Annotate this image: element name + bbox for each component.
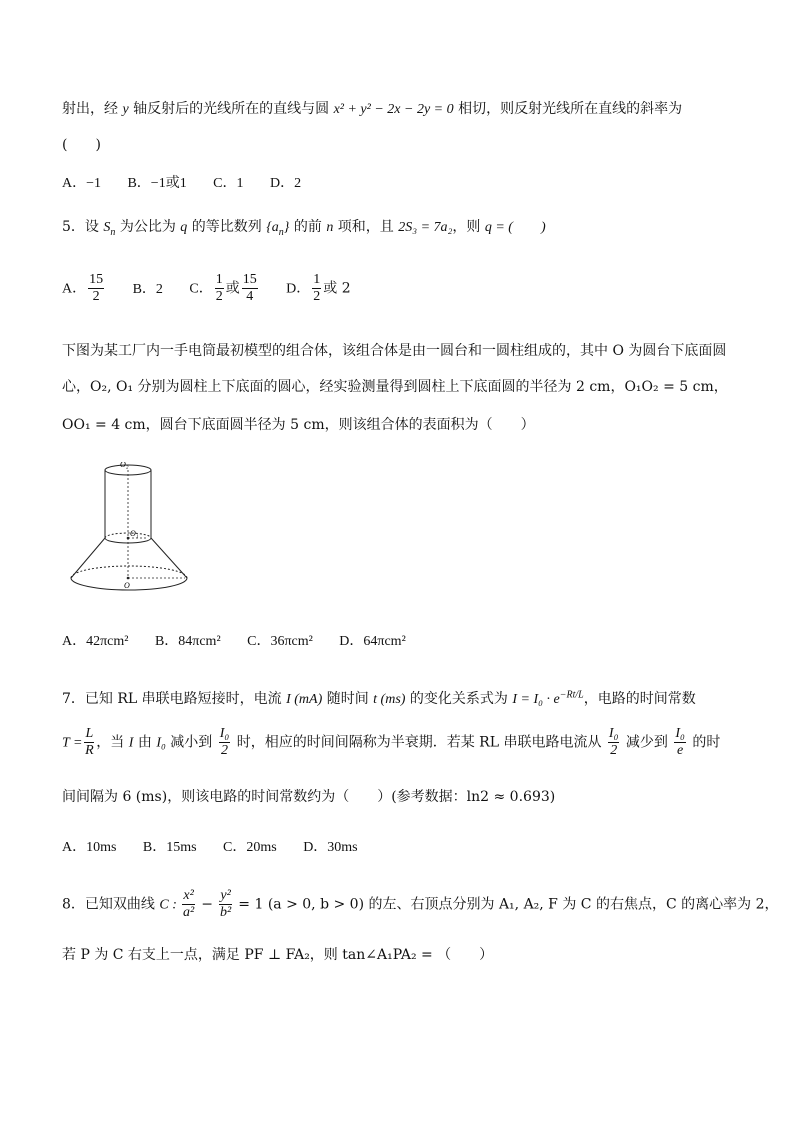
q6-stem-line2: 心，O₂, O₁ 分别为圆柱上下底面的圆心，经实验测量得到圆柱上下底面圆的半径为 2 cm，O₁O₂ = 5 cm，: [62, 379, 728, 395]
q7-text-2e: 减少到: [621, 734, 673, 751]
q5-option-d: [286, 272, 350, 305]
q7-T-eq: T =: [62, 735, 83, 751]
q4-options: [62, 172, 323, 192]
q5-option-a-label: A．: [62, 281, 87, 297]
q8-a2: a²: [182, 905, 195, 920]
q4-stem-text-c: 相切，则反射光线所在直线的斜率为: [453, 101, 683, 117]
q6-option-d: D．64πcm²: [339, 634, 406, 649]
q8-minus: −: [196, 896, 218, 913]
q8-curve-name: C :: [159, 897, 181, 913]
q7-line1: [62, 688, 696, 708]
q7-text-2a: ，当: [96, 734, 129, 751]
q5-option-a-den: 2: [92, 289, 100, 304]
q7-formula-base: I = I₀ · e: [512, 692, 560, 707]
q5-options: [62, 272, 373, 305]
q5-text-f: ，则: [452, 219, 485, 235]
q5-option-d-num: 1: [313, 272, 321, 287]
label-O1: O₁: [130, 529, 139, 538]
q5-option-c: [189, 272, 259, 305]
q7-I0: I₀: [156, 735, 166, 751]
q7-half-fraction-1: [219, 726, 231, 759]
q8-y2: y²: [220, 888, 231, 903]
q7-option-a: A．10ms: [62, 840, 117, 855]
q5-q: q: [180, 220, 188, 235]
q7-option-b: B．15ms: [142, 840, 197, 855]
q4-option-a: A．−1: [62, 176, 102, 191]
q8-b2: b²: [220, 905, 232, 920]
q4-stem: [62, 98, 682, 118]
q5-an-close: }: [283, 220, 290, 235]
q5-option-a: [62, 272, 106, 305]
q4-answer-blank: ( ): [62, 137, 101, 153]
q7-time: t (ms): [373, 692, 406, 707]
q5-option-b: B．2: [132, 281, 163, 297]
q4-stem-text-a: 射出，经: [62, 101, 123, 117]
q7-half-fraction-2: [608, 726, 620, 759]
q7-half-num-2: I₀: [608, 726, 619, 741]
q5-option-c-den2: 4: [246, 289, 254, 304]
q8-line1: [62, 888, 778, 921]
q5-stem: [62, 216, 546, 238]
q4-y-var: y: [122, 102, 129, 117]
q5-option-a-num: 15: [89, 272, 104, 287]
q5-option-a-fraction: [88, 272, 104, 305]
q5-option-d-den: 2: [313, 289, 321, 304]
q6-stem-line1: 下图为某工厂内一手电筒最初模型的组合体，该组合体是由一圆台和一圆柱组成的，其中 O 为圆台下底面圆: [62, 343, 727, 359]
q5-option-d-frac: [312, 272, 321, 305]
q6-stem-line3: OO₁ = 4 cm，圆台下底面圆半径为 5 cm，则该组合体的表面积为（ ）: [62, 417, 535, 433]
q4-circle-equation: x² + y² − 2x − 2y = 0: [333, 102, 454, 117]
q5-ask: q = ( ): [484, 220, 546, 235]
q7-text-a: 7．已知 RL 串联电路短接时，电流: [62, 691, 287, 707]
q7-options: [62, 836, 380, 856]
q5-text-c: 的等比数列: [187, 219, 267, 235]
q8-x-fraction: [182, 888, 194, 921]
q5-option-d-rest: 或 2: [323, 280, 351, 297]
q5-text-a: 设: [84, 219, 104, 235]
q7-text-2f: 的时: [687, 734, 721, 751]
q4-option-b: B．−1或1: [127, 176, 187, 191]
q8-line2: 若 P 为 C 右支上一点，满足 PF ⊥ FA₂，则 tan∠A₁PA₂ = （ ）: [62, 947, 494, 963]
q7-I: I: [128, 735, 134, 751]
frustum-cylinder-figure: [68, 462, 194, 604]
q5-number: 5．: [62, 219, 85, 235]
q7-T-num: L: [85, 726, 94, 741]
q7-e-fraction: [674, 726, 686, 759]
q8-x2: x²: [183, 888, 194, 903]
q7-e-num: I₀: [675, 726, 685, 741]
q5-option-c-label: C．: [189, 281, 213, 297]
q5-option-c-num1: 1: [215, 272, 223, 287]
q6-option-b: B．84πcm²: [154, 634, 221, 649]
q5-text-d: 的前: [289, 219, 327, 235]
q4-stem-text-b: 轴反射后的光线所在的直线与圆: [128, 101, 334, 117]
q5-option-c-or: 或: [225, 280, 240, 297]
q5-Sn-sub: n: [110, 226, 116, 238]
q7-line3: 间间隔为 6 (ms)，则该电路的时间常数约为（ ）(参考数据：ln2 ≈ 0.693): [62, 789, 556, 805]
q5-option-c-den1: 2: [215, 289, 223, 304]
q7-line2: [62, 726, 720, 759]
q8-text-a: 8．已知双曲线: [62, 896, 160, 913]
q5-n: n: [326, 220, 334, 235]
q4-option-d: D．2: [269, 176, 302, 191]
q5-option-c-num2: 15: [242, 272, 257, 287]
q8-y-fraction: [219, 888, 231, 921]
q6-option-c: C．36πcm²: [247, 634, 313, 649]
label-O: O: [124, 581, 130, 590]
q5-text-e: 项和，且: [333, 219, 399, 235]
q7-text-b: 随时间: [322, 691, 374, 707]
q5-condition: 2S₃ = 7a₂: [398, 220, 453, 235]
q5-Sn: S: [103, 220, 111, 235]
q5-option-d-label: D．: [286, 281, 311, 297]
q6-option-a: A．42πcm²: [62, 634, 129, 649]
q5-an-sub: n: [278, 226, 284, 238]
q8-text-b: = 1 (a > 0, b > 0) 的左、右顶点分别为 A₁, A₂, F 为 C 的右焦点，C 的离心率为 2，: [233, 896, 779, 913]
q7-text-2b: 由: [133, 734, 157, 751]
q6-options: [62, 630, 428, 650]
q4-option-c: C．1: [213, 176, 244, 191]
q7-half-den-2: 2: [610, 743, 618, 758]
q5-text-b: 为公比为: [115, 219, 181, 235]
q7-formula-exponent: −Rt/L: [559, 689, 584, 701]
q7-half-den-1: 2: [221, 743, 229, 758]
q7-current: I (mA): [286, 692, 323, 707]
q7-option-c: C．20ms: [223, 840, 277, 855]
q7-text-2c: 减小到: [165, 734, 217, 751]
q7-option-d: D．30ms: [303, 840, 358, 855]
q7-T-den: R: [85, 743, 94, 758]
q7-half-num-1: I₀: [219, 726, 230, 741]
q7-T-fraction: [84, 726, 94, 759]
q5-option-c-frac2: [242, 272, 258, 305]
q7-text-c: 的变化关系式为: [405, 691, 513, 707]
q7-e-den: e: [677, 743, 684, 758]
q7-text-2d: 时，相应的时间间隔称为半衰期．若某 RL 串联电路电流从: [232, 734, 606, 751]
label-O2: O₂: [120, 462, 129, 469]
q5-an: {a: [266, 220, 279, 235]
q7-text-d: ，电路的时间常数: [583, 691, 696, 707]
q5-option-c-frac1: [215, 272, 224, 305]
